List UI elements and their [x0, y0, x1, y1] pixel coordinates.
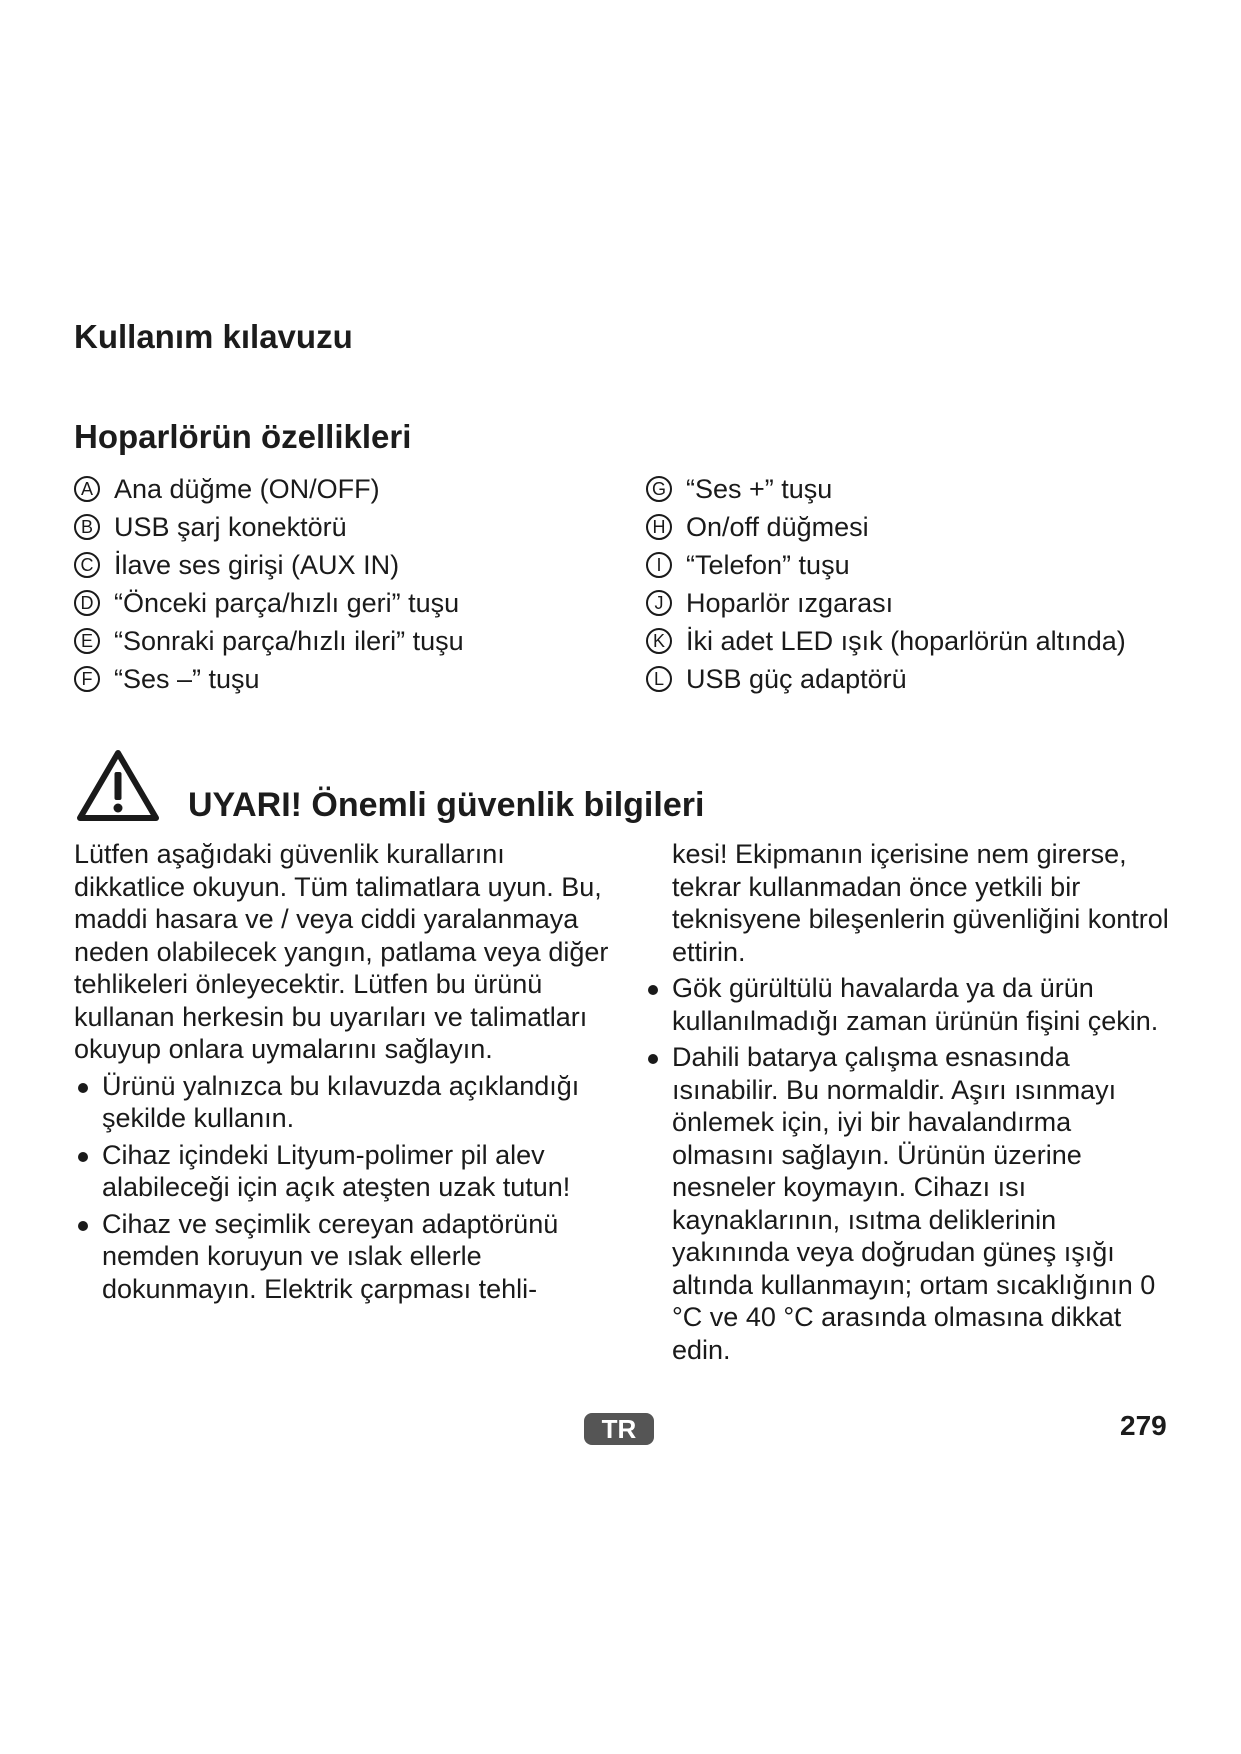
feature-item [74, 470, 464, 508]
letter-badge: J [646, 590, 672, 616]
feature-label: İki adet LED ışık (hoparlörün altında) [686, 625, 1126, 656]
feature-item [646, 470, 1126, 508]
feature-item [74, 508, 464, 546]
page-number: 279 [1120, 1410, 1167, 1441]
safety-column-left [74, 838, 614, 1305]
letter-badge: H [646, 514, 672, 540]
safety-bullet: Cihaz ve seçimlik cereyan adaptörünü nemden koruyun ve ıslak ellerle dokunmayın. Elektrik çarpması tehli- [74, 1208, 614, 1306]
letter-badge: G [646, 476, 672, 502]
feature-label: “Ses +” tuşu [686, 473, 833, 504]
manual-title: Kullanım kılavuzu [74, 318, 353, 355]
feature-item [646, 622, 1126, 660]
letter-badge: E [74, 628, 100, 654]
feature-item [646, 508, 1126, 546]
safety-bullets-left [74, 1070, 614, 1306]
letter-badge: F [74, 666, 100, 692]
features-list-left [74, 470, 464, 698]
feature-label: USB şarj konektörü [114, 511, 347, 542]
feature-item [646, 584, 1126, 622]
letter-badge: L [646, 666, 672, 692]
safety-bullet: Dahili batarya çalışma esnasında ısınabilir. Bu normaldir. Aşırı ısınmayı önlemek için, iyi bir havalandırma olmasını sağlayın. Ürünün üzerine nesneler koymayın. Cihazı ısı kaynaklarının, ısıtma deliklerinin yakınında veya doğrudan güneş ışığı altında kullanmayın; ortam sıcaklığının 0 °C ve 40 °C arasında olmasına dikkat edin. [644, 1041, 1172, 1366]
feature-item [74, 622, 464, 660]
feature-label: “Ses –” tuşu [114, 663, 260, 694]
safety-column-right [672, 838, 1172, 1366]
safety-intro: Lütfen aşağıdaki güvenlik kurallarını dikkatlice okuyun. Tüm talimatlara uyun. Bu, maddi hasara ve / veya ciddi yaralanmaya neden olabilecek yangın, patlama veya diğer tehlikeleri önleyecektir. Lütfen bu ürünü kullanan herkesin bu uyarıları ve talimatları okuyup onlara uymalarını sağlayın. [74, 839, 609, 1064]
feature-item [74, 660, 464, 698]
features-heading: Hoparlörün özellikleri [74, 418, 412, 455]
feature-item [74, 584, 464, 622]
safety-bullets-right [644, 972, 1172, 1366]
feature-item [646, 660, 1126, 698]
feature-label: Hoparlör ızgarası [686, 587, 894, 618]
letter-badge: I [646, 552, 672, 578]
feature-item [646, 546, 1126, 584]
feature-label: On/off düğmesi [686, 511, 869, 542]
letter-badge: B [74, 514, 100, 540]
safety-bullet: Gök gürültülü havalarda ya da ürün kullanılmadığı zaman ürünün fişini çekin. [644, 972, 1172, 1037]
letter-badge: A [74, 476, 100, 502]
letter-badge: D [74, 590, 100, 616]
feature-label: İlave ses girişi (AUX IN) [114, 549, 400, 580]
letter-badge: C [74, 552, 100, 578]
feature-label: “Telefon” tuşu [686, 549, 850, 580]
feature-label: “Sonraki parça/hızlı ileri” tuşu [114, 625, 464, 656]
safety-bullet: Cihaz içindeki Lityum-polimer pil alev alabileceği için açık ateşten uzak tutun! [74, 1139, 614, 1204]
language-badge: TR [584, 1413, 654, 1445]
feature-label: “Önceki parça/hızlı geri” tuşu [114, 587, 460, 618]
warning-triangle-icon [76, 748, 160, 822]
feature-label: USB güç adaptörü [686, 663, 907, 694]
safety-continuation: kesi! Ekipmanın içerisine nem girerse, tekrar kullanmadan önce yetkili bir teknisyene bileşenlerin güvenliğini kontrol ettirin. [672, 839, 1169, 967]
feature-label: Ana düğme (ON/OFF) [114, 473, 380, 504]
safety-bullet: Ürünü yalnızca bu kılavuzda açıklandığı şekilde kullanın. [74, 1070, 614, 1135]
features-list-right [646, 470, 1126, 698]
warning-title: UYARI! Önemli güvenlik bilgileri [188, 786, 705, 824]
feature-item [74, 546, 464, 584]
letter-badge: K [646, 628, 672, 654]
